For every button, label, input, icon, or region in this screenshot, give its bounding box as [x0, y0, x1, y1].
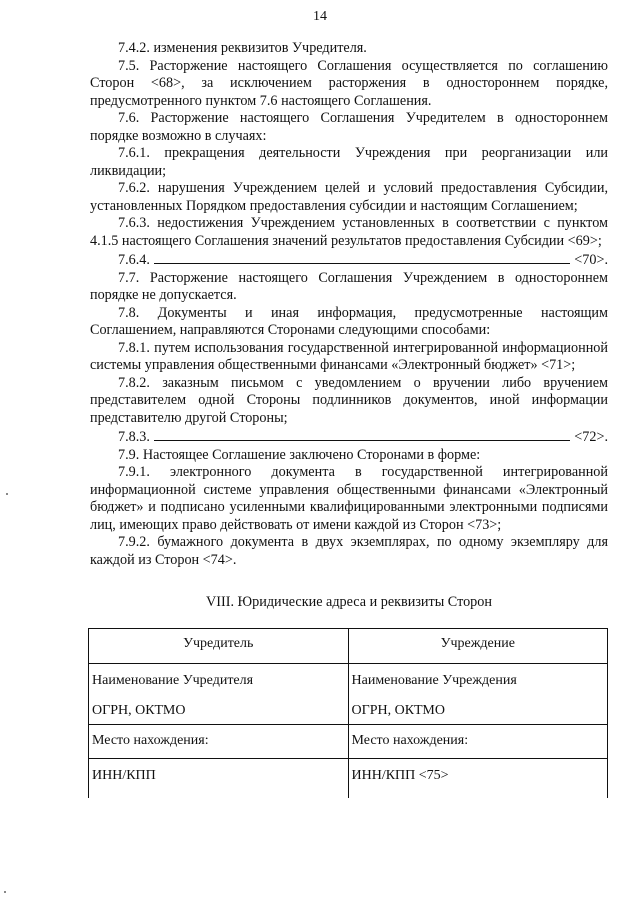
blank-fill-line — [154, 250, 570, 264]
paragraph-7-4-2: 7.4.2. изменения реквизитов Учредителя. — [118, 40, 367, 56]
institution-name: Наименование Учреждения — [351, 672, 517, 688]
paragraph-7-9-2: 7.9.2. бумажного документа в двух экземплярах, по одному экземпляру для каждой из Сторон <74>. — [90, 534, 608, 568]
footnote-ref: <70>. — [574, 252, 608, 268]
table-row — [89, 724, 608, 758]
paragraph-7-8: 7.8. Документы и иная информация, предусмотренные настоящим Соглашением, направляются Сторонами следующими способами: — [90, 304, 608, 338]
blank-fill-line — [154, 427, 570, 441]
requisites-table — [88, 628, 608, 798]
paragraph-7-6-3: 7.6.3. недостижения Учреждением установленных в соответствии с пунктом 4.1.5 настоящего Соглашения значений результатов предоставления Субсидии <69>; — [90, 215, 608, 249]
scan-speck — [4, 891, 6, 893]
institution-name-cell — [348, 663, 608, 724]
founder-name-cell — [89, 663, 349, 724]
founder-inn-kpp: ИНН/КПП — [89, 758, 349, 798]
founder-name: Наименование Учредителя — [92, 672, 254, 688]
paragraph-7-8-1: 7.8.1. путем использования государственной интегрированной информационной системы управления общественными финансами «Электронный бюджет» <71>; — [90, 339, 608, 373]
paragraph-7-6-2: 7.6.2. нарушения Учреждением целей и условий предоставления Субсидии, установленных Порядком предоставления субсидии и настоящим Соглашением; — [90, 180, 608, 214]
founder-location: Место нахождения: — [89, 724, 349, 758]
paragraph-7-6-4 — [90, 250, 608, 270]
table-row — [89, 663, 608, 724]
paragraph-7-5: 7.5. Расторжение настоящего Соглашения осуществляется по соглашению Сторон <68>, за исключением расторжения в одностороннем порядке, предусмотренного пунктом 7.6 настоящего Соглашения. — [90, 57, 608, 109]
footnote-ref: <72>. — [574, 429, 608, 445]
scan-speck — [6, 493, 8, 495]
paragraph-7-7: 7.7. Расторжение настоящего Соглашения Учреждением в одностороннем порядке не допускается. — [90, 269, 608, 303]
paragraph-7-8-2: 7.8.2. заказным письмом с уведомлением о вручении либо вручением представителем одной Стороны подлинников документов, иной информации представителю другой Стороны; — [90, 374, 608, 426]
clause-number: 7.8.3. — [118, 429, 150, 445]
institution-ogrn: ОГРН, ОКТМО — [351, 702, 445, 718]
table-header-row — [89, 628, 608, 663]
paragraph-7-8-3 — [90, 427, 608, 447]
paragraph-7-6-1: 7.6.1. прекращения деятельности Учреждения при реорганизации или ликвидации; — [90, 145, 608, 179]
paragraph-7-9-1: 7.9.1. электронного документа в государственной интегрированной информационной системе управления общественными финансами «Электронный бюджет» и подписано усиленными квалифицированными электронными подписями лиц, имеющих право действовать от имени каждой из Сторон <73>; — [90, 464, 608, 533]
table-row — [89, 758, 608, 798]
institution-location: Место нахождения: — [348, 724, 608, 758]
page-number: 14 — [313, 9, 327, 24]
header-founder: Учредитель — [89, 628, 349, 663]
section-title: VIII. Юридические адреса и реквизиты Сторон — [206, 594, 492, 610]
founder-ogrn: ОГРН, ОКТМО — [92, 702, 186, 718]
paragraph-7-9: 7.9. Настоящее Соглашение заключено Сторонами в форме: — [118, 446, 481, 463]
institution-inn-kpp: ИНН/КПП <75> — [348, 758, 608, 798]
document-body — [90, 40, 608, 798]
header-institution: Учреждение — [348, 628, 608, 663]
clause-number: 7.6.4. — [118, 252, 150, 268]
paragraph-7-6: 7.6. Расторжение настоящего Соглашения Учредителем в одностороннем порядке возможно в случаях: — [90, 110, 608, 144]
